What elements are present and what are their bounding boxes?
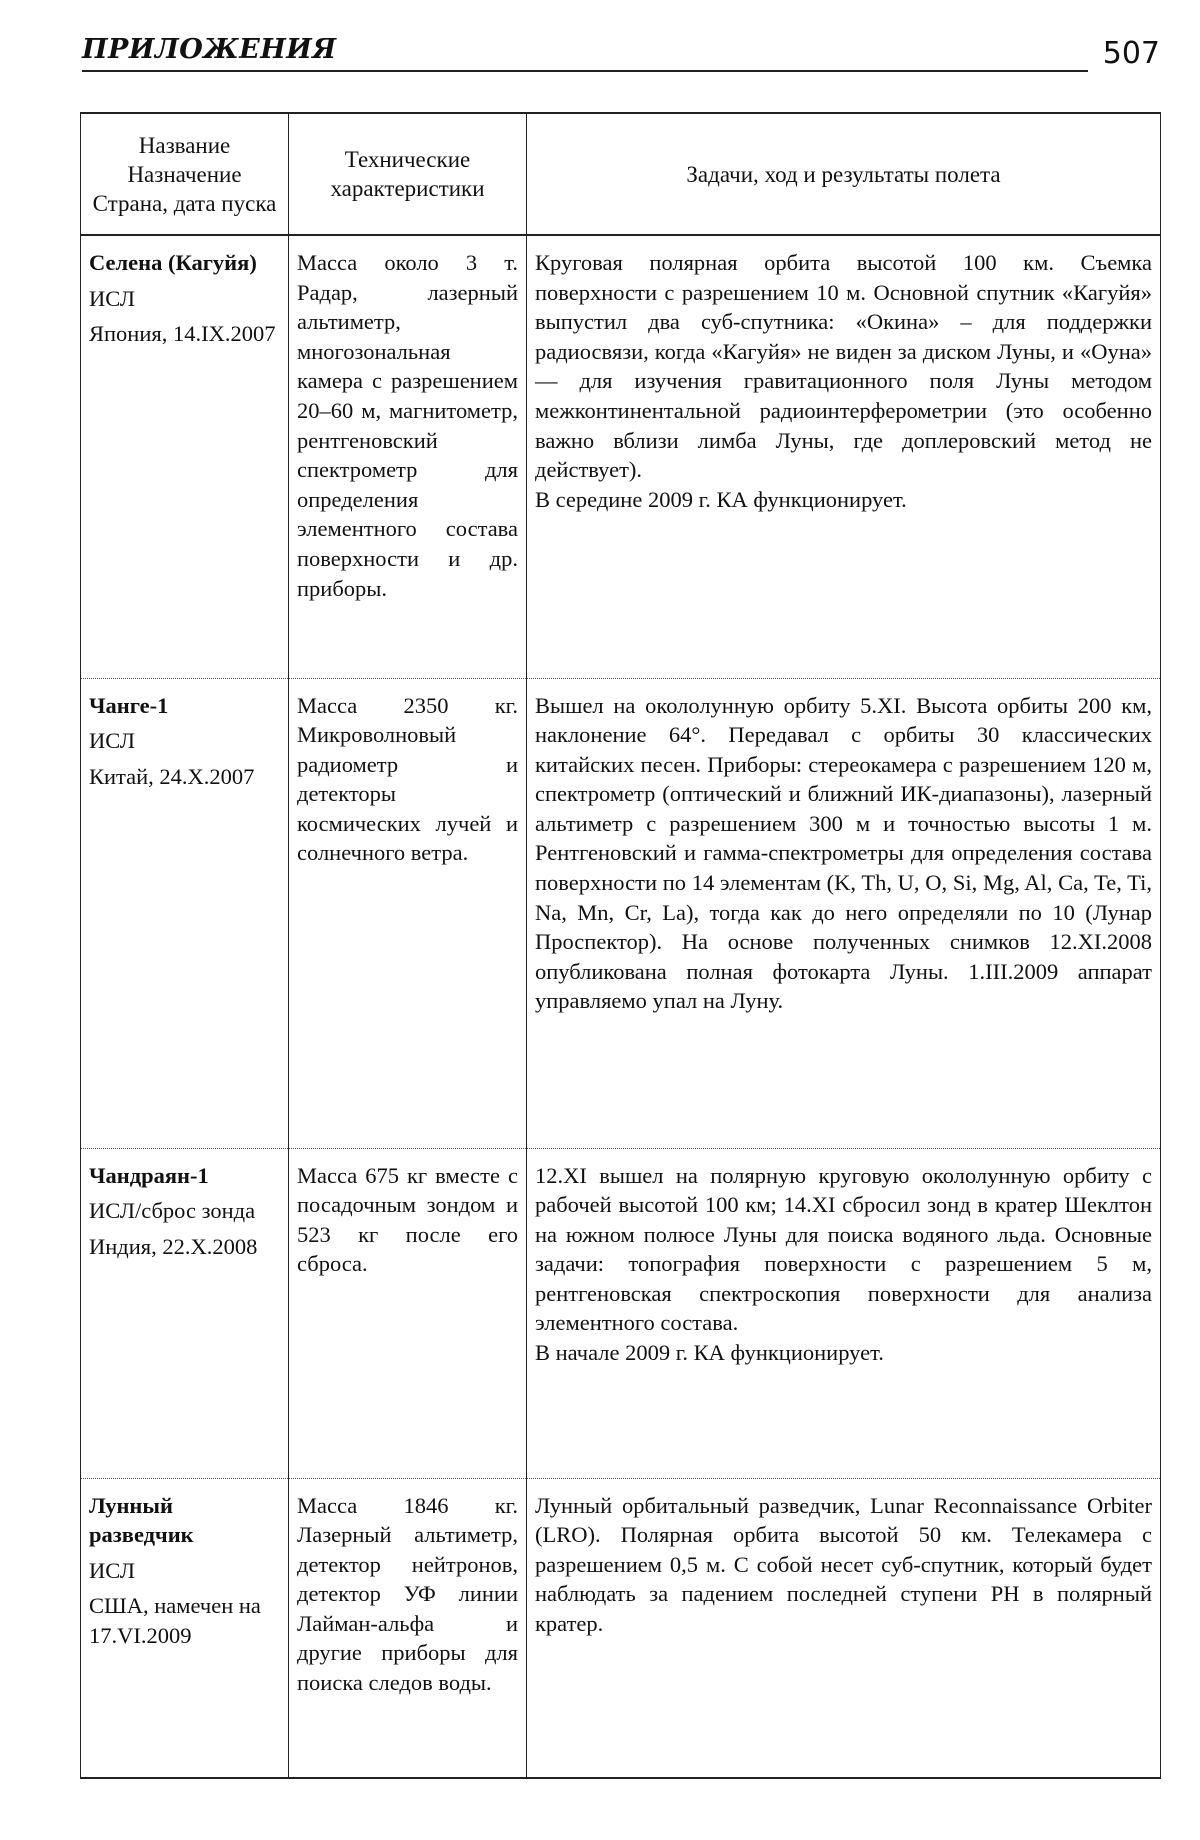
mission-country-date: Япония, 14.IX.2007 xyxy=(89,321,276,347)
mission-purpose: ИСЛ xyxy=(89,1557,135,1583)
mission-country-date: Индия, 22.X.2008 xyxy=(89,1233,258,1259)
table-row xyxy=(81,235,1161,678)
results-text: Лунный орбитальный разведчик, Lunar Reconnaissance Orbiter (LRO). Полярная орбита высотой 50 км. Телекамера с разрешением 0,5 м. С собой несет суб-спутник, который будет наблюдать за падением последней ступени РН в полярный кратер. xyxy=(535,1492,1152,1636)
results-text: Круговая полярная орбита высотой 100 км. Съемка поверхности с разрешением 10 м. Основной спутник «Кагуйя» выпустил два суб-спутника: «Окина» – для поддержки радиосвязи, когда «Кагуйя» не виден за диском Луны, и «Оуна» — для изучения гравитационного поля Луны методом межконтинентальной радиоинтерферометрии (это особенно важно вблизи лимба Луны, где доплеровский метод не действует). xyxy=(535,250,1152,483)
mission-cell xyxy=(81,1478,289,1778)
specs-text: Масса 675 кг вместе с посадочным зондом и 523 кг после его сброса. xyxy=(297,1162,518,1277)
column-header-line: Страна, дата пуска xyxy=(92,190,277,216)
mission-cell xyxy=(81,1148,289,1478)
page-number: 507 xyxy=(1102,36,1160,71)
header-rule xyxy=(82,70,1088,72)
mission-name: Чанге-1 xyxy=(89,692,169,718)
results-text: 12.XI вышел на полярную круговую окололунную орбиту с рабочей высотой 100 км; 14.XI сбросил зонд в кратер Шеклтон на южном полюсе Луны для поиска водяного льда. Основные задачи: топография поверхности с разрешением 5 м, рентгеновская спектроскопия поверхности для анализа элементного состава. xyxy=(535,1162,1152,1336)
running-head xyxy=(82,34,1160,78)
mission-purpose: ИСЛ xyxy=(89,728,135,754)
table-row xyxy=(81,1148,1161,1478)
status-text: В начале 2009 г. КА функционирует. xyxy=(535,1340,884,1366)
mission-name: Лунный разведчик xyxy=(89,1492,194,1548)
specs-cell xyxy=(289,678,527,1148)
column-header xyxy=(289,113,527,235)
results-cell xyxy=(527,1148,1161,1478)
specs-text: Масса 1846 кг. Лазерный альтиметр, детектор нейтронов, детектор УФ линии Лайман-альфа и другие приборы для поиска следов воды. xyxy=(297,1492,518,1696)
mission-cell xyxy=(81,235,289,678)
results-cell xyxy=(527,678,1161,1148)
missions-table xyxy=(80,112,1161,1779)
column-header: Задачи, ход и результаты полета xyxy=(527,113,1161,235)
column-header xyxy=(81,113,289,235)
mission-name: Чандраян-1 xyxy=(89,1162,209,1188)
section-title: ПРИЛОЖЕНИЯ xyxy=(82,34,337,65)
specs-cell xyxy=(289,235,527,678)
mission-country-date: США, намечен на 17.VI.2009 xyxy=(89,1593,261,1648)
table-header-row xyxy=(81,113,1161,235)
specs-text: Масса около 3 т. Радар, лазерный альтиметр, многозональная камера с разрешением 20–60 м, магнитометр, рентгеновский спектрометр для определения элементного состава поверхности и др. приборы. xyxy=(297,250,518,601)
status-text: В середине 2009 г. КА функционирует. xyxy=(535,486,907,512)
results-text: Вышел на окололунную орбиту 5.XI. Высота орбиты 200 км, наклонение 64°. Передавал с орбиты 30 классических китайских песен. Приборы: стереокамера с разрешением 120 м, спектрометр (оптический и ближний ИК-диапазоны), лазерный альтиметр с разрешением 300 м и точностью высоты 1 м. Рентгеновский и гамма-спектрометры для определения состава поверхности по 14 элементам (K, Th, U, O, Si, Mg, Al, Ca, Te, Ti, Na, Mn, Cr, La), тогда как до него определяли по 10 (Лунар Проспектор). На основе полученных снимков 12.XI.2008 опубликована полная фотокарта Луны. 1.III.2009 аппарат управляемо упал на Луну. xyxy=(535,692,1152,1014)
column-header-line: характеристики xyxy=(330,176,485,201)
mission-purpose: ИСЛ xyxy=(89,285,135,311)
mission-country-date: Китай, 24.X.2007 xyxy=(89,763,255,789)
specs-text: Масса 2350 кг. Микроволновый радиометр и детекторы космических лучей и солнечного ветра. xyxy=(297,692,518,866)
column-header-line: Назначение xyxy=(127,161,242,187)
specs-cell xyxy=(289,1478,527,1778)
column-header-line: Технические xyxy=(344,147,471,172)
results-cell xyxy=(527,1478,1161,1778)
table-row xyxy=(81,1478,1161,1778)
results-cell xyxy=(527,235,1161,678)
mission-name: Селена (Кагуйя) xyxy=(89,250,257,275)
column-header-line: Название xyxy=(138,132,231,158)
specs-cell xyxy=(289,1148,527,1478)
mission-purpose: ИСЛ/сброс зонда xyxy=(89,1198,256,1224)
mission-cell xyxy=(81,678,289,1148)
table-row xyxy=(81,678,1161,1148)
